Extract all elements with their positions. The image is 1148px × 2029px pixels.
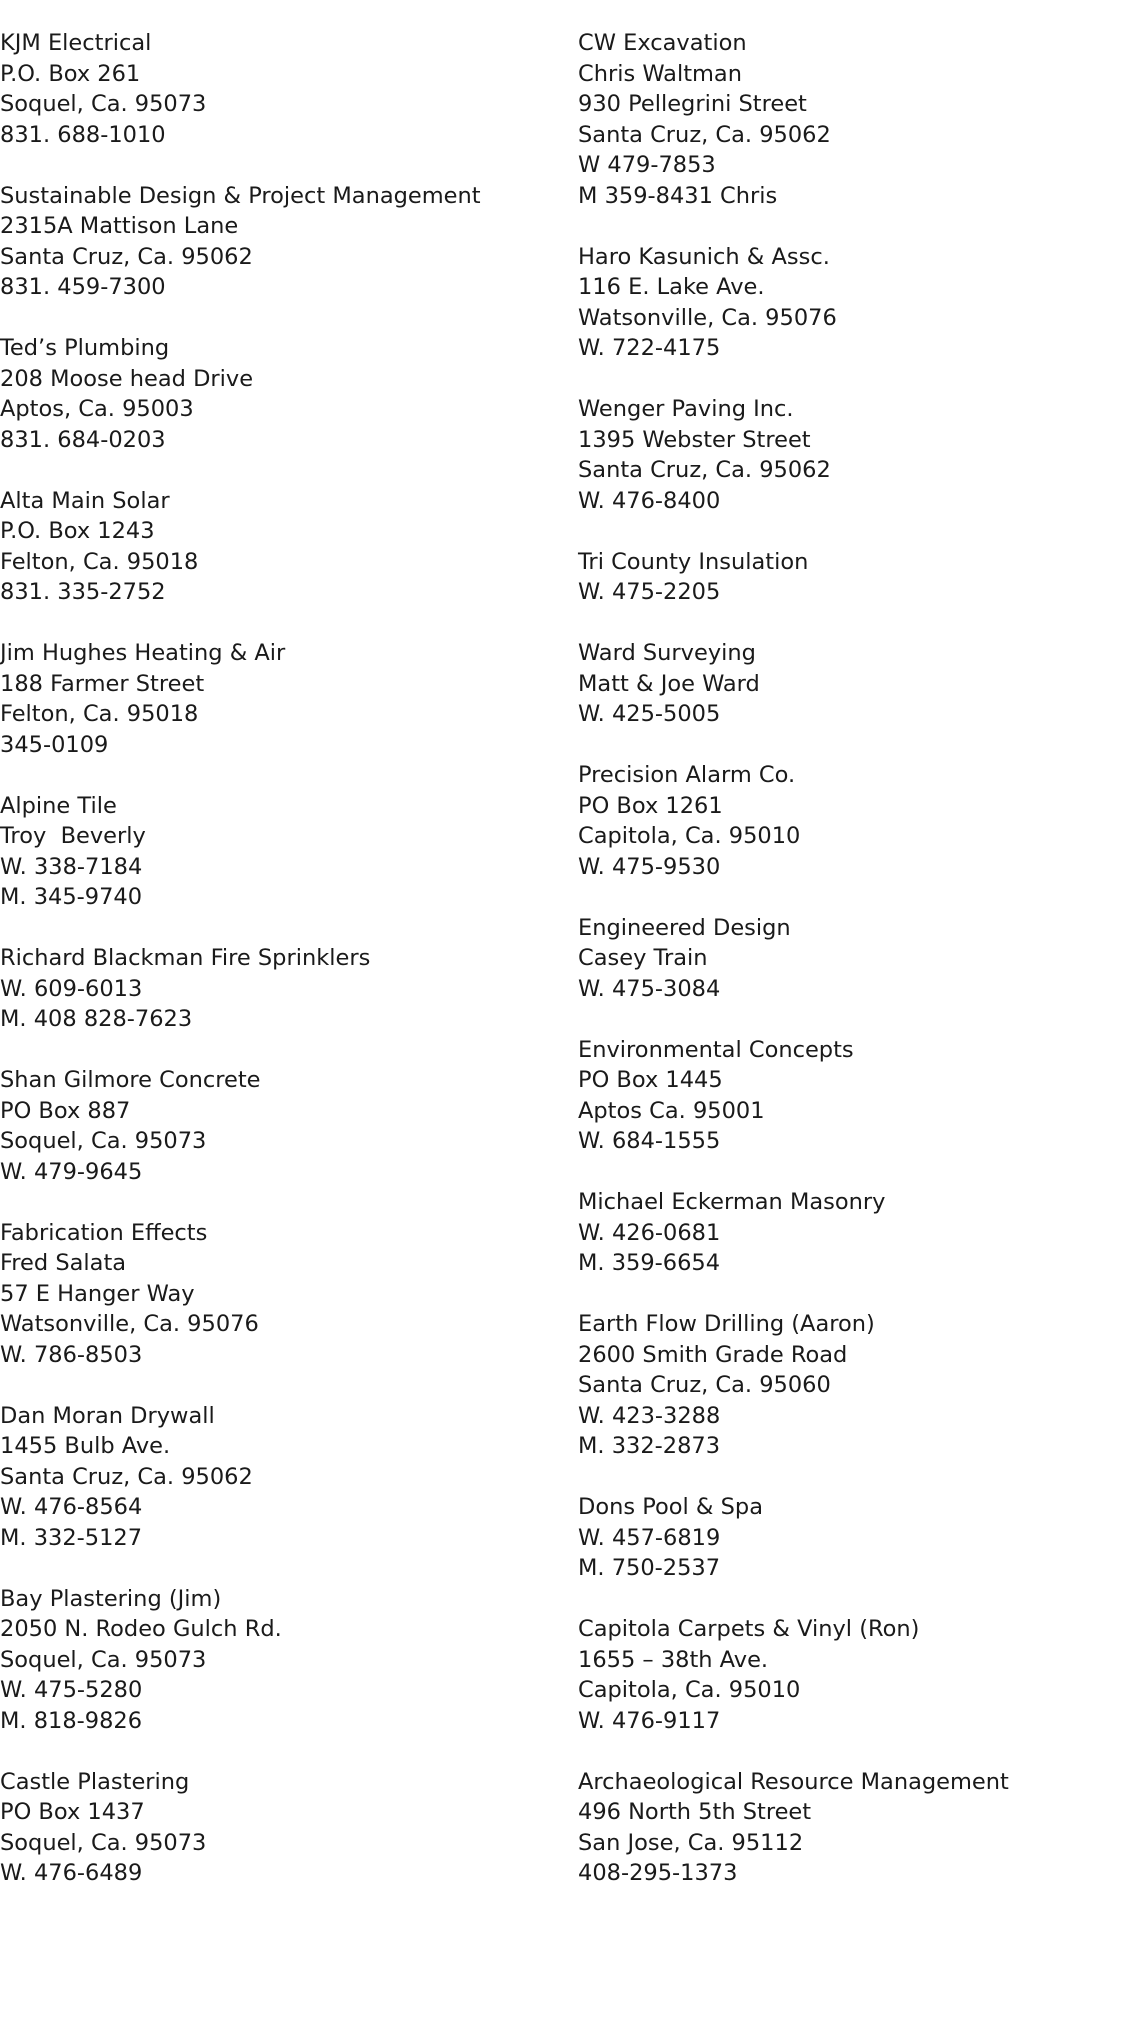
contact-name: Alta Main Solar	[0, 487, 170, 514]
contact-detail-line: 188 Farmer Street	[0, 670, 205, 697]
contact-entry	[578, 1309, 1138, 1462]
contact-detail-line: San Jose, Ca. 95112	[578, 1829, 804, 1856]
contact-entry	[0, 333, 560, 455]
left-contact-column	[0, 28, 560, 1919]
contact-name: Ward Surveying	[578, 640, 756, 666]
contact-detail-line: Aptos Ca. 95001	[578, 1097, 765, 1124]
contact-name: Environmental Concepts	[578, 1036, 854, 1063]
contact-name: Wenger Paving Inc.	[578, 396, 794, 422]
contact-detail-line: W. 609-6013	[0, 975, 143, 1002]
contact-name: Michael Eckerman Masonry	[578, 1189, 886, 1215]
contact-entry	[578, 1492, 1138, 1584]
contact-detail-line: Watsonville, Ca. 95076	[0, 1311, 259, 1337]
contact-detail-line: 930 Pellegrini Street	[578, 91, 807, 117]
contact-detail-line: 831. 459-7300	[0, 274, 166, 300]
contact-detail-line: Watsonville, Ca. 95076	[578, 304, 837, 331]
contact-name: Castle Plastering	[0, 1768, 190, 1795]
right-contact-column	[578, 28, 1138, 1919]
contact-detail-line: M. 345-9740	[0, 884, 143, 910]
contact-detail-line: Fred Salata	[0, 1250, 127, 1276]
contact-detail-line: W. 476-9117	[578, 1707, 721, 1734]
contact-name: Engineered Design	[578, 914, 791, 941]
contact-detail-line: 496 North 5th Street	[578, 1799, 812, 1825]
contact-detail-line: 831. 688-1010	[0, 121, 166, 148]
contact-name: Fabrication Effects	[0, 1219, 208, 1246]
contact-detail-line: W 479-7853	[578, 152, 716, 178]
contact-entry	[578, 638, 1138, 730]
contact-detail-line: 57 E Hanger Way	[0, 1280, 195, 1307]
contact-detail-line: Soquel, Ca. 95073	[0, 1646, 207, 1673]
contact-detail-line: P.O. Box 1243	[0, 518, 155, 544]
contact-detail-line: Aptos, Ca. 95003	[0, 396, 194, 422]
contact-name: Capitola Carpets & Vinyl (Ron)	[578, 1616, 920, 1642]
contact-name: Alpine Tile	[0, 792, 117, 819]
contact-detail-line: P.O. Box 261	[0, 60, 141, 87]
contact-detail-line: Santa Cruz, Ca. 95060	[578, 1372, 831, 1398]
contact-detail-line: 408-295-1373	[578, 1860, 738, 1886]
contact-detail-line: W. 423-3288	[578, 1402, 721, 1429]
contact-entry	[0, 1767, 560, 1889]
contact-detail-line: 831. 335-2752	[0, 579, 166, 605]
contact-entry	[578, 1035, 1138, 1157]
contact-name: Dons Pool & Spa	[578, 1494, 763, 1520]
contact-detail-line: W. 479-9645	[0, 1158, 143, 1185]
contact-entry	[578, 1767, 1138, 1889]
contact-detail-line: 2315A Mattison Lane	[0, 213, 239, 239]
contact-detail-line: Soquel, Ca. 95073	[0, 1829, 207, 1856]
contact-detail-line: 1455 Bulb Ave.	[0, 1433, 171, 1459]
contact-entry	[0, 486, 560, 608]
contact-detail-line: W. 426-0681	[578, 1219, 721, 1246]
contact-name: Dan Moran Drywall	[0, 1402, 215, 1429]
contact-detail-line: Santa Cruz, Ca. 95062	[578, 121, 831, 148]
contact-detail-line: W. 475-5280	[0, 1677, 143, 1703]
contact-detail-line: Felton, Ca. 95018	[0, 548, 199, 575]
contact-detail-line: W. 722-4175	[578, 335, 721, 361]
contact-name: CW Excavation	[578, 30, 747, 56]
contact-name: Bay Plastering (Jim)	[0, 1585, 222, 1612]
contact-detail-line: M. 818-9826	[0, 1707, 143, 1734]
contact-detail-line: 1395 Webster Street	[578, 426, 811, 453]
contact-detail-line: Soquel, Ca. 95073	[0, 1128, 207, 1154]
contact-detail-line: 2050 N. Rodeo Gulch Rd.	[0, 1616, 282, 1642]
contact-detail-line: Capitola, Ca. 95010	[578, 823, 801, 849]
contact-name: Archaeological Resource Management	[578, 1768, 1009, 1795]
contact-name: Richard Blackman Fire Sprinklers	[0, 945, 371, 971]
contact-entry	[0, 1584, 560, 1737]
contact-detail-line: 345-0109	[0, 731, 109, 758]
contact-detail-line: W. 475-3084	[578, 975, 721, 1002]
contact-detail-line: PO Box 1437	[0, 1799, 145, 1825]
contact-detail-line: 116 E. Lake Ave.	[578, 274, 765, 300]
contact-detail-line: W. 786-8503	[0, 1341, 143, 1368]
contact-detail-line: M 359-8431 Chris	[578, 182, 778, 209]
contact-detail-line: W. 425-5005	[578, 701, 721, 727]
contact-name: Sustainable Design & Project Management	[0, 182, 481, 209]
contact-detail-line: PO Box 1261	[578, 792, 723, 819]
contact-entry	[578, 760, 1138, 882]
contact-detail-line: Santa Cruz, Ca. 95062	[578, 457, 831, 483]
contact-detail-line: Felton, Ca. 95018	[0, 701, 199, 727]
contact-detail-line: M. 750-2537	[578, 1555, 721, 1581]
contact-entry	[578, 1614, 1138, 1736]
contact-name: KJM Electrical	[0, 30, 152, 56]
contact-detail-line: Santa Cruz, Ca. 95062	[0, 1463, 253, 1490]
contact-entry	[0, 943, 560, 1035]
contact-entry	[578, 242, 1138, 364]
contact-detail-line: Chris Waltman	[578, 60, 742, 87]
contact-detail-line: W. 457-6819	[578, 1524, 721, 1551]
contact-entry	[578, 913, 1138, 1005]
contact-detail-line: M. 332-5127	[0, 1524, 143, 1551]
contact-entry	[0, 1218, 560, 1371]
contact-name: Ted’s Plumbing	[0, 335, 170, 361]
contact-entry	[578, 1187, 1138, 1279]
contact-entry	[0, 181, 560, 303]
contact-detail-line: Casey Train	[578, 945, 708, 971]
contact-entry	[578, 28, 1138, 211]
contact-detail-line: W. 475-9530	[578, 853, 721, 880]
contact-detail-line: W. 475-2205	[578, 579, 721, 605]
contact-entry	[0, 1401, 560, 1554]
contact-detail-line: W. 476-8400	[578, 487, 721, 514]
contact-entry	[578, 394, 1138, 516]
contact-entry	[578, 547, 1138, 608]
contact-detail-line: W. 476-6489	[0, 1860, 143, 1886]
contact-detail-line: PO Box 1445	[578, 1067, 723, 1093]
contact-name: Jim Hughes Heating & Air	[0, 640, 286, 666]
contact-entry	[0, 28, 560, 150]
contact-detail-line: Matt & Joe Ward	[578, 670, 760, 697]
contact-detail-line: Troy Beverly	[0, 823, 146, 849]
contact-entry	[0, 638, 560, 760]
contact-name: Haro Kasunich & Assc.	[578, 243, 830, 270]
contact-entry	[0, 1065, 560, 1187]
contact-detail-line: 1655 – 38th Ave.	[578, 1646, 769, 1673]
contact-detail-line: Santa Cruz, Ca. 95062	[0, 243, 253, 270]
contact-detail-line: M. 359-6654	[578, 1250, 721, 1276]
contact-detail-line: W. 476-8564	[0, 1494, 143, 1520]
contact-detail-line: W. 684-1555	[578, 1128, 721, 1154]
contact-name: Tri County Insulation	[578, 548, 809, 575]
contact-detail-line: PO Box 887	[0, 1097, 131, 1124]
contact-detail-line: Capitola, Ca. 95010	[578, 1677, 801, 1703]
contact-detail-line: 831. 684-0203	[0, 426, 166, 453]
contact-detail-line: Soquel, Ca. 95073	[0, 91, 207, 117]
contact-detail-line: M. 408 828-7623	[0, 1006, 193, 1032]
contact-detail-line: 2600 Smith Grade Road	[578, 1341, 848, 1368]
contact-name: Shan Gilmore Concrete	[0, 1067, 261, 1093]
contact-detail-line: W. 338-7184	[0, 853, 143, 880]
contact-detail-line: M. 332-2873	[578, 1433, 721, 1459]
contact-entry	[0, 791, 560, 913]
contact-name: Earth Flow Drilling (Aaron)	[578, 1311, 875, 1337]
contact-detail-line: 208 Moose head Drive	[0, 365, 254, 392]
contact-name: Precision Alarm Co.	[578, 762, 796, 788]
